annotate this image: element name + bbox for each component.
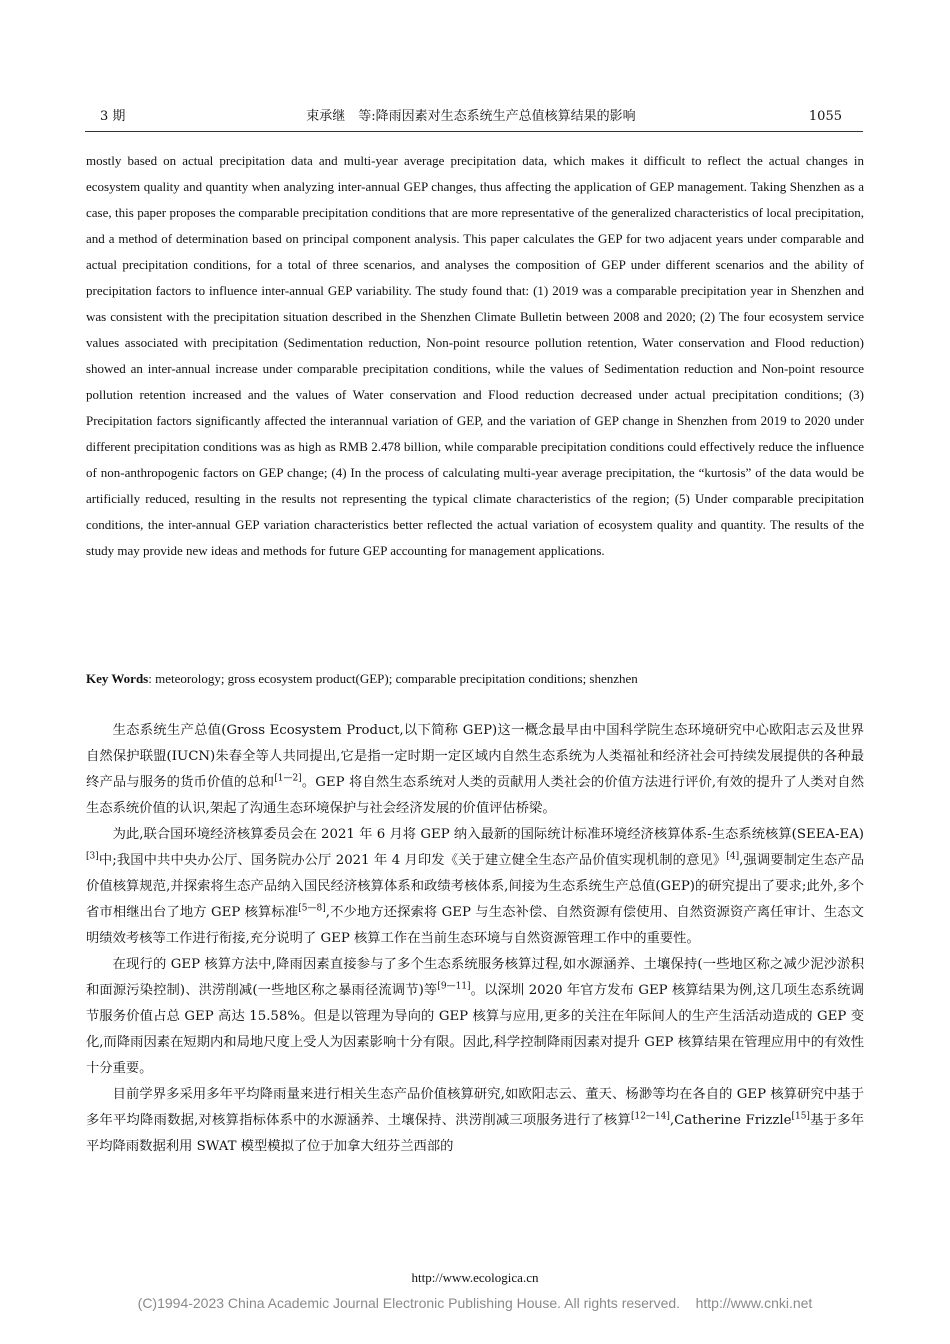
paragraph-text: ,强调要制定生态产品价值核算规范,并探索将生态产品纳入国民经济核算体系和政绩考核体系,间接为生态系统生产总值(GEP)的研究提出了要求;此外,多个省市相继出台了地方 GEP 核算标准 <box>86 853 864 920</box>
paragraph-text: 目前学界多采用多年平均降雨量来进行相关生态产品价值核算研究,如欧阳志云、董天、杨渺等均在各自的 GEP 核算研究中基于多年平均降雨数据,对核算指标体系中的水源涵养、土壤保持、洪涝削减三项服务进行了核算 <box>86 1087 864 1128</box>
body-text <box>86 718 864 1160</box>
paragraph-4 <box>86 1082 864 1160</box>
keywords <box>86 666 864 692</box>
citation: [3] <box>86 851 99 862</box>
citation: [1—2] <box>274 773 302 784</box>
paragraph-text: 。以深圳 2020 年官方发布 GEP 核算结果为例,这几项生态系统调节服务价值占总 GEP 高达 15.58%。但是以管理为导向的 GEP 核算与应用,更多的关注在年际间人的生产生活活动造成的 GEP 变化,而降雨因素在短期内和局地尺度上受人为因素影响十分有限。因此,科学控制降雨因素对提升 GEP 核算结果在管理应用中的有效性十分重要。 <box>86 983 865 1076</box>
running-header <box>100 106 842 128</box>
paragraph-3 <box>86 952 864 1082</box>
running-title: 束承继 等:降雨因素对生态系统生产总值核算结果的影响 <box>306 109 636 124</box>
paragraph-2 <box>86 822 864 952</box>
paragraph-text: 在现行的 GEP 核算方法中,降雨因素直接参与了多个生态系统服务核算过程,如水源涵养、土壤保持(一些地区称之减少泥沙淤积和面源污染控制)、洪涝削减(一些地区称之暴雨径流调节)等 <box>86 957 864 998</box>
paragraph-text: 生态系统生产总值(Gross Ecosystem Product,以下简称 GEP)这一概念最早由中国科学院生态环境研究中心欧阳志云及世界自然保护联盟(IUCN)朱春全等人共同提出,它是指一定时期一定区域内自然生态系统为人类福祉和经济社会可持续发展提供的各种最终产品与服务的货币价值的总和 <box>86 723 864 790</box>
keywords-label: Key Words <box>86 671 149 686</box>
copyright-watermark: (C)1994-2023 China Academic Journal Electronic Publishing House. All rights reserved. http://www.cnki.net <box>137 1295 813 1311</box>
paragraph-1 <box>86 718 864 822</box>
paragraph-text: ,Catherine Frizzle <box>669 1113 792 1128</box>
issue-number: 3 期 <box>100 109 126 124</box>
paragraph-text: 基于多年平均降雨数据利用 SWAT 模型模拟了位于加拿大纽芬兰西部的 <box>86 1113 865 1154</box>
paragraph-text: ,不少地方还探索将 GEP 与生态补偿、自然资源有偿使用、自然资源资产离任审计、生态文明绩效考核等工作进行衔接,充分说明了 GEP 核算工作在当前生态环境与自然资源管理工作中的重要性。 <box>86 905 864 946</box>
page-number: 1055 <box>808 109 842 124</box>
citation: [9—11] <box>437 981 471 992</box>
citation: [4] <box>726 851 740 862</box>
journal-url[interactable]: http://www.ecologica.cn <box>411 1270 539 1285</box>
paragraph-text: 中;我国中共中央办公厅、国务院办公厅 2021 年 4 月印发《关于建立健全生态产品价值实现机制的意见》 <box>98 853 727 868</box>
paragraph-text: 。GEP 将自然生态系统对人类的贡献用人类社会的价值方法进行评价,有效的提升了人类对自然生态系统价值的认识,架起了沟通生态环境保护与社会经济发展的价值评估桥梁。 <box>86 775 865 816</box>
header-rule <box>85 131 863 132</box>
citation: [12—14] <box>630 1111 670 1122</box>
keywords-list: : meteorology; gross ecosystem product(GEP); comparable precipitation conditions; shenzhen <box>148 671 638 686</box>
paragraph-text: 为此,联合国环境经济核算委员会在 2021 年 6 月将 GEP 纳入最新的国际统计标准环境经济核算体系-生态系统核算(SEEA-EA) <box>112 827 864 842</box>
citation: [15] <box>791 1111 810 1122</box>
abstract-text: mostly based on actual precipitation data and multi-year average precipitation data, which makes it difficult to reflect the actual changes in ecosystem quality and quantity when analyzing inter-annual GEP changes, thus affecting the application of GEP management. Taking Shenzhen as a case, this paper proposes the comparable precipitation conditions that are more representative of the generalized characteristics of local precipitation, and a method of determination based on principal component analysis. This paper calculates the GEP for two adjacent years under comparable and actual precipitation conditions, for a total of three scenarios, and analyses the composition of GEP under different scenarios and the ability of precipitation factors to influence inter-annual GEP variability. The study found that: (1) 2019 was a comparable precipitation year in Shenzhen and was consistent with the precipitation situation described in the Shenzhen Climate Bulletin between 2008 and 2020; (2) The four ecosystem service values associated with precipitation (Sedimentation reduction, Non-point resource pollution retention, Water conservation and Flood reduction) showed an inter-annual increase under comparable precipitation conditions, while the values of Sedimentation reduction and Non-point resource pollution retention increased and the values of Water conservation and Flood reduction decreased under actual precipitation conditions; (3) Precipitation factors significantly affected the interannual variation of GEP, and the variation of GEP change in Shenzhen from 2019 to 2020 under different precipitation conditions was as high as RMB 2.478 billion, while comparable precipitation conditions could effectively reduce the influence of non-anthropogenic factors on GEP change; (4) In the process of calculating multi-year average precipitation, the “kurtosis” of the data would be artificially reduced, resulting in the results not representing the typical climate characteristics of the region; (5) Under comparable precipitation conditions, the inter-annual GEP variation characteristics better reflected the actual variation of ecosystem quality and quantity. The results of the study may provide new ideas and methods for future GEP accounting for management applications. <box>86 153 864 558</box>
citation: [5—8] <box>298 903 326 914</box>
